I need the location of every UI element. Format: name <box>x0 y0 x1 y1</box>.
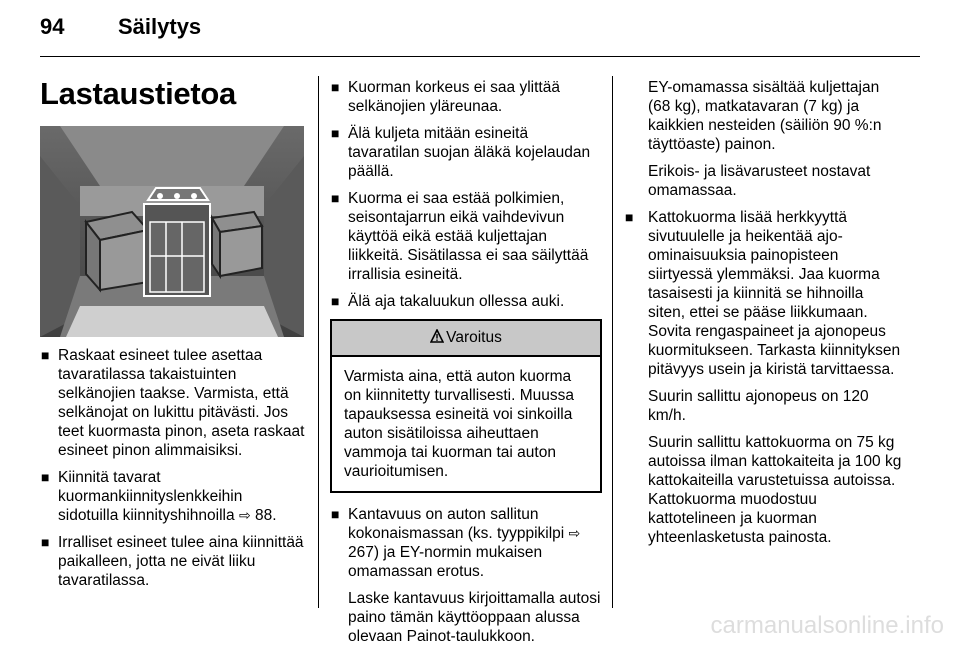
column-1 <box>40 346 306 598</box>
running-title: Säilytys <box>118 14 202 39</box>
list-item: ■ Älä aja takaluukun ollessa auki. <box>331 293 565 310</box>
warning-header <box>332 321 600 357</box>
bullet-square-icon: ■ <box>41 469 50 485</box>
page-header <box>0 0 960 62</box>
list-item: ■ Kattokuorma lisää herkkyyttä sivutuulelle ja heikentää ajo-ominaisuuksia painopisteen siirtyessä ylemmäksi. Jaa kuorma tasaisesti ja kiinnitä se hihnoilla siten, ettei se pääse liikkumaan. Sovita rengaspaineet ja ajonopeus kuormitukseen. Tarkasta kiinnityksen pitävyys usein ja kiristä tarvittaessa. <box>625 209 901 378</box>
car-trunk-cargo-illustration <box>40 126 304 337</box>
paragraph: Suurin sallittu kattokuorma on 75 kg autoissa ilman kattokaiteita ja 100 kg kattokaiteilla varustetuissa autoissa. Kattokuorma muodostuu kattotelineen ja kuorman yhteenlasketusta painosta. <box>648 434 902 546</box>
bullet-square-icon: ■ <box>331 125 340 141</box>
page-reference: 267) ja EY-normin mukaisen omamassan erotus. <box>348 544 543 580</box>
bullet-square-icon: ■ <box>41 534 50 550</box>
warning-body: Varmista aina, että auton kuorma on kiinnitetty turvallisesti. Muussa tapauksessa esineitä voi sinkoilla auton sisätiloissa aiheuttaen vammoja tai kuorman tai auton vaurioitumisen. <box>344 368 575 480</box>
page-number: 94 <box>40 14 65 39</box>
bullet-square-icon: ■ <box>331 293 340 309</box>
page-reference[interactable]: 88. <box>254 507 277 524</box>
warning-box <box>330 319 602 493</box>
list-item: ■ Kiinnitä tavarat kuormankiinnityslenkkeihin sidotuilla kiinnityshihnoilla ⇨ 88. <box>41 469 277 524</box>
bullet-square-icon: ■ <box>331 506 340 522</box>
warning-title: Varoitus <box>446 329 502 346</box>
paragraph: Suurin sallittu ajonopeus on 120 km/h. <box>648 388 869 424</box>
paragraph: Erikois- ja lisävarusteet nostavat omamassaa. <box>648 163 871 199</box>
list-item: ■ Kantavuus on auton sallitun kokonaismassan (ks. tyyppikilpi ⇨ 267) ja EY-normin mukaisen omamassan erotus. <box>331 506 581 580</box>
page-reference-arrow-icon: ⇨ <box>238 507 251 523</box>
bullet-square-icon: ■ <box>331 79 340 95</box>
paragraph: EY-omamassa sisältää kuljettajan (68 kg), matkatavaran (7 kg) ja kaikkien nesteiden (säiliön 90 %:n täyttöaste) painon. <box>648 79 882 153</box>
paragraph: Laske kantavuus kirjoittamalla autosi paino tämän käyttöoppaan alussa olevaan Painot-taulukkoon. <box>348 590 601 645</box>
list-item: ■ Irralliset esineet tulee aina kiinnittää paikalleen, jotta ne eivät liiku tavaratilassa. <box>41 534 304 589</box>
bullet-square-icon: ■ <box>41 347 50 363</box>
bullet-square-icon: ■ <box>625 209 634 225</box>
column-divider-1 <box>318 76 319 608</box>
watermark: carmanualsonline.info <box>710 612 944 639</box>
section-title: Lastaustietoa <box>40 76 236 111</box>
warning-triangle-icon <box>430 329 444 343</box>
column-3 <box>624 78 902 555</box>
list-item: ■ Kuorma ei saa estää polkimien, seisontajarrun eikä vaihdevivun käyttöä eikä estää kuljettajan liikkeitä. Sisätilassa ei saa säilyttää irrallisia esineitä. <box>331 190 589 283</box>
header-rule <box>40 56 920 57</box>
list-item: ■ Raskaat esineet tulee asettaa tavaratilassa takaistuinten selkänojien taakse. Varmista, että selkänojat on lukittu pitävästi. Jos teet kuormasta pinon, aseta raskaat esineet pinon alimmaisiksi. <box>41 347 305 459</box>
list-item: ■ Älä kuljeta mitään esineitä tavaratilan suojan äläkä kojelaudan päällä. <box>331 125 591 180</box>
column-divider-2 <box>612 76 613 608</box>
bullet-square-icon: ■ <box>331 190 340 206</box>
column-2 <box>330 78 602 654</box>
list-item: ■ Kuorman korkeus ei saa ylittää selkänojien yläreunaa. <box>331 79 560 115</box>
page-reference-arrow-icon: ⇨ <box>568 525 581 541</box>
